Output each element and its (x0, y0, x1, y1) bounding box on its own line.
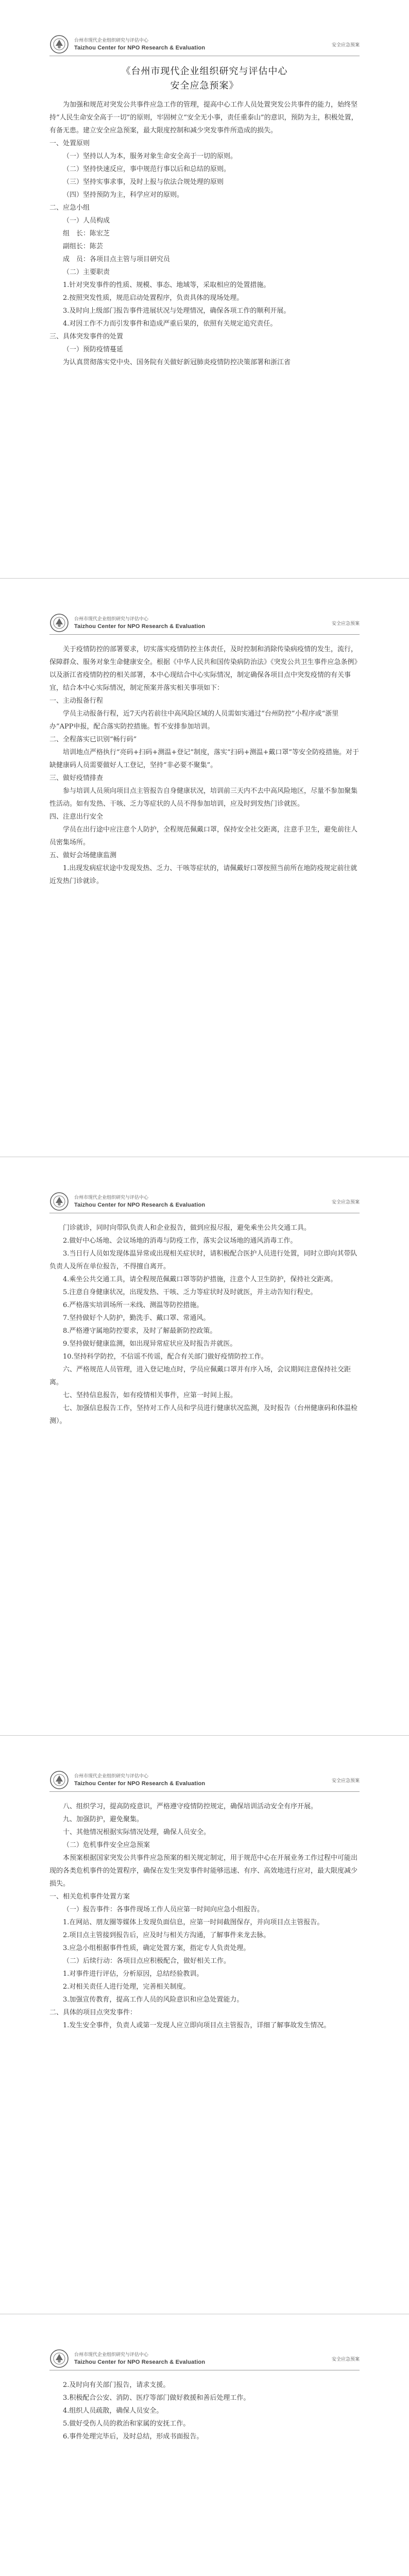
paragraph: 3.当日行人员如发现体温异常或出现相关症状时，请积极配合医护人员进行处置，同时立即向其带队负责人及所在单位报告，不得擅自离开。 (49, 1250, 357, 1270)
section-heading: 二、应急小组 (49, 204, 90, 212)
section-heading: 五、做好会场健康监测 (49, 852, 117, 859)
paragraph: 为认真贯彻落实党中央、国务院有关做好新冠肺炎疫情防控决策部署和浙江省 (63, 359, 291, 366)
subsection-heading: （一）预防疫情蔓延 (63, 346, 124, 353)
org-logo-icon (49, 613, 69, 633)
subsection-heading: 1.针对突发事件的性质、规模、事态、地域等，采取相应的处置措施。 (63, 281, 270, 289)
page-content (49, 2379, 360, 2443)
subsection-heading: （四）坚持预防为主，科学应对的原则。 (63, 191, 184, 199)
section-heading: 一、处置原则 (49, 140, 90, 147)
paragraph: 4.乘坐公共交通工具，请全程规范佩戴口罩等防护措施，注意个人卫生防护，保持社交距离。 (63, 1276, 337, 1283)
subsection-heading: 副组长：陈芸 (63, 243, 104, 250)
paragraph: 十、其他情况根据实际情况处理，确保人员安全。 (63, 1828, 211, 1836)
section-heading: 一、相关危机事件处置方案 (49, 1893, 130, 1901)
doc-title: 《台州市现代企业组织研究与评估中心 (121, 66, 288, 77)
org-name-en: Taizhou Center for NPO Research & Evaluation (74, 2359, 206, 2365)
paragraph: 3.应急小组根据事件性质，确定处置方案，指定专人负责处理。 (63, 1944, 250, 1952)
page-header (49, 1769, 360, 1792)
paragraph: 1.出现发病症状途中发现发热、乏力、干咳等症状的，请佩戴好口罩按照当前所在地防疫规定前往就近发热门诊就诊。 (49, 865, 357, 885)
subsection-heading: 2.按照突发性质，规范启动处置程序，负责具体的现场处理。 (63, 294, 244, 302)
paragraph: 培训地点严格执行“亮码+扫码+测温+登记”制度，落实“扫码+测温+戴口罩”等安全防疫措施。对于缺健康码人员需要做好人工登记，坚持“非必要不聚集”。 (49, 749, 360, 769)
section-heading: 三、做好疫情排查 (49, 774, 104, 782)
subsection-heading: （二）危机事件安全应急预案 (63, 1841, 150, 1849)
page-content (49, 643, 360, 888)
org-name-en: Taizhou Center for NPO Research & Evaluation (74, 45, 206, 51)
paragraph: 2.项目点主管接到报告后，应及时与相关方沟通，了解事件来龙去脉。 (63, 1931, 270, 1939)
subsection-heading: （二）主要职责 (63, 268, 110, 276)
paragraph: （一）报告事件：各事件现场工作人员应第一时间向应急小组报告。 (63, 1906, 264, 1913)
subsection-heading: （三）坚持实事求事，及时上报与依法合规处理的原则 (63, 178, 224, 186)
paragraph: 2.对相关责任人进行处理，完善相关制度。 (63, 1983, 190, 1991)
paragraph: 10.坚持科学防控，不信谣不传谣，配合有关部门做好疫情防控工作。 (63, 1353, 268, 1361)
paragraph: 为加强和规范对突发公共事件应急工作的管理，提高中心工作人员处置突发公共事件的能力，始终坚持“人民生命安全高于一切”的原则，牢固树立“安全无小事，责任重泰山”的意识，预防为主，积极处置，有备无患。建立安全应急预案，最大限度控制和减少突发事件所造成的损失。 (49, 101, 358, 134)
org-name-en: Taizhou Center for NPO Research & Evaluation (74, 1202, 206, 1208)
subsection-heading: 成 员：各项目点主管与项目研究员 (63, 256, 171, 263)
org-name-cn: 台州市现代企业组织研究与评估中心 (74, 1774, 149, 1779)
paragraph: 2.做好中心场地、会议场地的消毒与防疫工作，落实会议场地的通风消毒工作。 (63, 1237, 297, 1245)
paragraph: 7.坚持做好个人防护，勤洗手、戴口罩、常通风。 (63, 1314, 210, 1322)
org-logo-icon (49, 1770, 69, 1790)
section-heading: 四、注意出行安全 (49, 813, 104, 821)
subsection-heading: （一）坚持以人为本，服务对象生命安全高于一切的原则。 (63, 152, 237, 160)
paragraph: 9.坚持做好健康监测，如出现异常症状应及时报告并就医。 (63, 1340, 237, 1348)
header-doc-label: 安全应急预案 (331, 42, 360, 48)
doc-subtitle: 安全应急预案》 (170, 80, 239, 91)
org-logo-icon (49, 2349, 69, 2368)
paragraph: 参与培训人员须向项目点主管报告自身健康状况，培训前三天内不去中高风险地区，尽量不参加聚集性活动。如有发热、干咳、乏力等症状的人员不得参加培训，应及时到发热门诊就医。 (49, 787, 358, 808)
page-header (49, 1190, 360, 1213)
subsection-heading: 4.对因工作不力而引发事件和造成严重后果的，依照有关规定追究责任。 (63, 320, 277, 328)
paragraph: 1.在网站、朋友圈等媒体上发现负面信息，应第一时间截图保存，并向项目点主管报告。 (63, 1919, 324, 1926)
paragraph: 5.做好受伤人员的救治和家属的安抚工作。 (63, 2420, 190, 2428)
paragraph: 九、加强防护，避免聚集。 (63, 1816, 144, 1823)
paragraph: 本预案根据国家突发公共事件应急预案的相关规定制定，用于规范中心在开展业务工作过程中可能出现的各类危机事件的处置程序，确保在发生突发事件时能够迅速、有序、高效地进行应对，最大限度减少损失。 (49, 1854, 358, 1888)
org-name-cn: 台州市现代企业组织研究与评估中心 (74, 1195, 149, 1200)
org-name-en: Taizhou Center for NPO Research & Evaluation (74, 1781, 206, 1787)
page-3 (0, 1157, 409, 1736)
paragraph: 3.加强宣传教育，提高工作人员的风险意识和应急处置能力。 (63, 1996, 244, 2004)
org-name-cn: 台州市现代企业组织研究与评估中心 (74, 2352, 149, 2358)
page-header (49, 2347, 360, 2370)
paragraph: 2.及时向有关部门报告，请求支援。 (63, 2381, 170, 2389)
subsection-heading: 3.及时向上级部门报告事件进展状况与处理情况，确保各项工作的顺利开展。 (63, 307, 291, 315)
paragraph: 学员主动报备行程，近7天内若前往中高风险区域的人员需如实通过“台州防控”小程序或“浙里办”APP申报，配合落实防控措施。暂不安排参加培训。 (49, 710, 339, 731)
paragraph: 学员在出行途中应注意个人防护，全程规范佩戴口罩，保持安全社交距离，注意手卫生，避免前往人员密集场所。 (49, 826, 358, 846)
paragraph: 七、加强信息报告工作，坚持对工作人员和学员进行健康状况监测，及时报告（台州健康码和体温检测）。 (49, 1404, 358, 1425)
page-header (49, 612, 360, 635)
paragraph: 关于疫情防控的部署要求，切实落实疫情防控主体责任，及时控制和消除传染病疫情的发生，流行，保障群众、服务对象生命健康安全。根据《中华人民共和国传染病防治法》《突发公共卫生事件应急条例》以及浙江省疫情防控的相关部署，本中心现结合中心实际情况，制定确保各项目点中突发疫情的有关事宜，结合本中心实际情况，制定预案并落实相关事项如下： (49, 646, 358, 692)
paragraph: 6.严格落实培训场所一米线、测温等防控措施。 (63, 1301, 203, 1309)
org-name-cn: 台州市现代企业组织研究与评估中心 (74, 617, 149, 622)
paragraph: 8.严格遵守属地防控要求，及时了解最新防控政策。 (63, 1327, 217, 1335)
page-4 (0, 1736, 409, 2314)
page-content (49, 1222, 360, 1428)
header-doc-label: 安全应急预案 (331, 1778, 360, 1784)
paragraph: 六、严格规范人员管理，进入登记地点时，学员应佩戴口罩并有序入场，会议期间注意保持社交距离。 (49, 1366, 351, 1386)
page-content (49, 98, 360, 369)
org-name-en: Taizhou Center for NPO Research & Evaluation (74, 623, 206, 630)
paragraph: 七、坚持信息报告，如有疫情相关事件，应第一时间上报。 (63, 1392, 237, 1399)
paragraph: 八、组织学习，提高防疫意识，严格遵守疫情防控规定，确保培训活动安全有序开展。 (63, 1803, 318, 1810)
subsection-heading: 组 长：陈宏芝 (63, 230, 110, 238)
paragraph: 3.积极配合公安、消防、医疗等部门做好救援和善后处理工作。 (63, 2394, 250, 2402)
page-content (49, 1800, 360, 2032)
paragraph: 5.注意自身健康状况，出现发热、干咳、乏力等症状时及时就医，并主动告知行程史。 (63, 1289, 317, 1296)
paragraph: （二）后续行动：各项目点应积极配合，做好相关工作。 (63, 1957, 231, 1965)
section-heading: 一、主动报备行程 (49, 697, 104, 705)
paragraph: 6.事件处理完毕后，及时总结，形成书面报告。 (63, 2433, 203, 2441)
org-logo-icon (49, 35, 69, 54)
page-2 (0, 579, 409, 1157)
header-doc-label: 安全应急预案 (331, 2357, 360, 2362)
paragraph: 门诊就诊，同时向带队负责人和企业报告，做到应报尽报，避免乘坐公共交通工具。 (63, 1224, 311, 1232)
page-header (49, 33, 360, 56)
org-logo-icon (49, 1192, 69, 1211)
page-1 (0, 0, 409, 579)
section-heading: 三、具体突发事件的处置 (49, 333, 124, 341)
paragraph: 4.组织人员疏散，确保人员安全。 (63, 2407, 163, 2415)
header-doc-label: 安全应急预案 (331, 621, 360, 626)
section-heading: 二、具体的项目点突发事件： (49, 2009, 137, 2016)
subsection-heading: （一）人员构成 (63, 217, 110, 225)
header-doc-label: 安全应急预案 (331, 1199, 360, 1205)
section-heading: 二、全程落实已识别“畅行码” (49, 736, 137, 743)
paragraph: 1.发生安全事件，负责人或第一发现人应立即向项目点主管报告，详细了解事故发生情况。 (63, 2022, 331, 2029)
subsection-heading: （二）坚持快速反应，事中规范行事以后和总结的原则。 (63, 165, 231, 173)
paragraph: 1.对事件进行评估，分析原因，总结经验教训。 (63, 1970, 203, 1978)
org-name-cn: 台州市现代企业组织研究与评估中心 (74, 38, 149, 43)
page-5 (0, 2314, 409, 2576)
